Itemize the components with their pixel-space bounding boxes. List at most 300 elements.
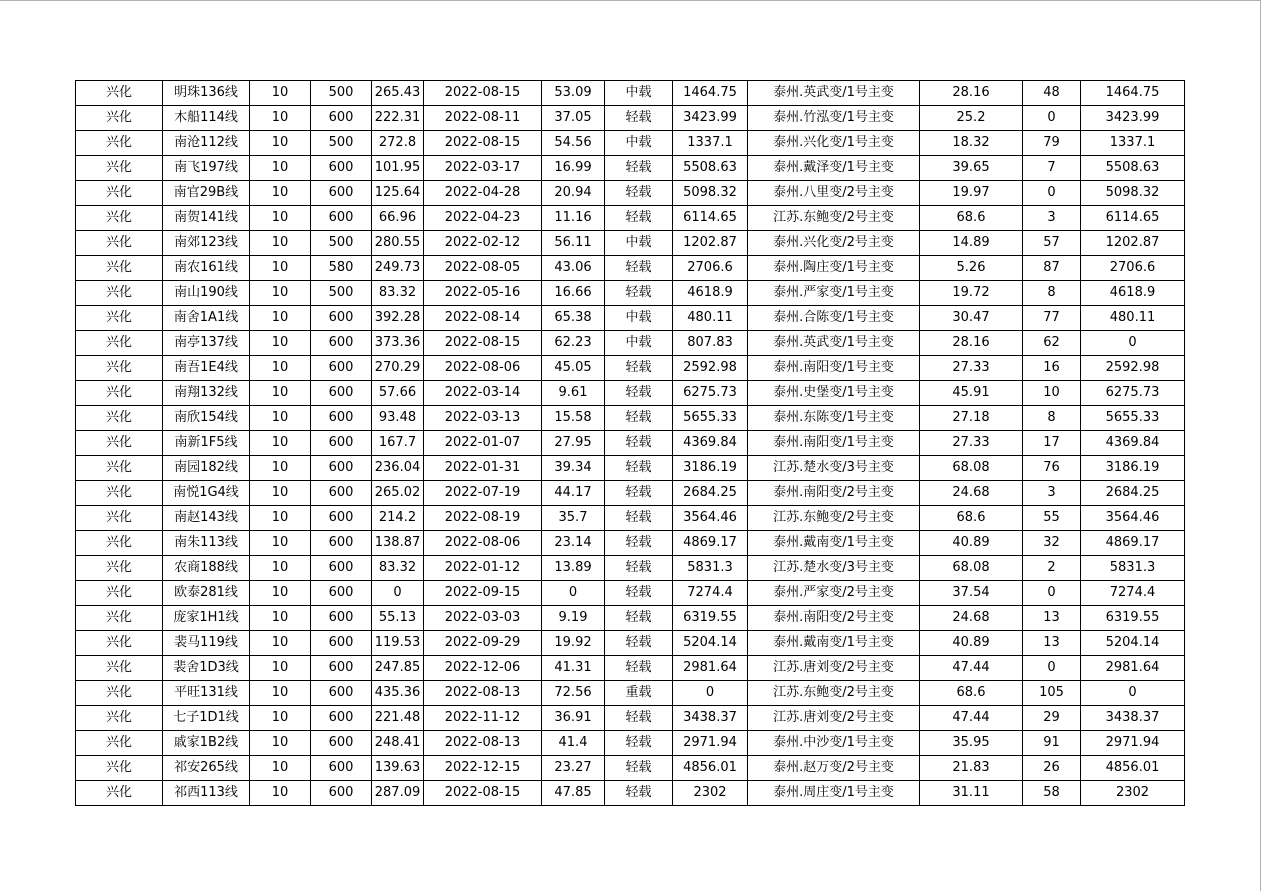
load-status-cell: 轻载 <box>605 456 673 481</box>
line-name-cell: 南朱113线 <box>163 531 250 556</box>
transformer-cell: 江苏.唐刘变/2号主变 <box>748 656 920 681</box>
count-cell: 76 <box>1023 456 1081 481</box>
transformer-rate-cell: 27.18 <box>920 406 1023 431</box>
date-cell: 2022-08-05 <box>424 256 542 281</box>
margin-cell: 4869.17 <box>673 531 748 556</box>
transformer-rate-cell: 68.6 <box>920 206 1023 231</box>
margin-cell: 2706.6 <box>673 256 748 281</box>
load-rate-cell: 11.16 <box>542 206 605 231</box>
line-name-cell: 南官29B线 <box>163 181 250 206</box>
voltage-cell: 10 <box>250 381 311 406</box>
voltage-cell: 10 <box>250 731 311 756</box>
margin-cell: 2971.94 <box>673 731 748 756</box>
rated-capacity-cell: 600 <box>311 681 372 706</box>
voltage-cell: 10 <box>250 156 311 181</box>
load-rate-cell: 47.85 <box>542 781 605 806</box>
voltage-cell: 10 <box>250 606 311 631</box>
available-capacity-cell: 4618.9 <box>1081 281 1185 306</box>
count-cell: 13 <box>1023 606 1081 631</box>
load-status-cell: 重载 <box>605 681 673 706</box>
voltage-cell: 10 <box>250 456 311 481</box>
transformer-rate-cell: 68.08 <box>920 456 1023 481</box>
date-cell: 2022-08-15 <box>424 81 542 106</box>
margin-cell: 3186.19 <box>673 456 748 481</box>
transformer-rate-cell: 28.16 <box>920 331 1023 356</box>
region-cell: 兴化 <box>76 556 163 581</box>
margin-cell: 5655.33 <box>673 406 748 431</box>
count-cell: 48 <box>1023 81 1081 106</box>
transformer-rate-cell: 19.97 <box>920 181 1023 206</box>
table-row <box>76 206 1185 231</box>
date-cell: 2022-09-29 <box>424 631 542 656</box>
count-cell: 2 <box>1023 556 1081 581</box>
available-capacity-cell: 4369.84 <box>1081 431 1185 456</box>
line-name-cell: 南沧112线 <box>163 131 250 156</box>
region-cell: 兴化 <box>76 606 163 631</box>
line-name-cell: 南飞197线 <box>163 156 250 181</box>
line-name-cell: 裴马119线 <box>163 631 250 656</box>
transformer-rate-cell: 25.2 <box>920 106 1023 131</box>
transformer-rate-cell: 37.54 <box>920 581 1023 606</box>
rated-capacity-cell: 500 <box>311 281 372 306</box>
available-capacity-cell: 4856.01 <box>1081 756 1185 781</box>
transformer-cell: 江苏.东鲍变/2号主变 <box>748 206 920 231</box>
load-value-cell: 83.32 <box>372 556 424 581</box>
date-cell: 2022-04-28 <box>424 181 542 206</box>
voltage-cell: 10 <box>250 306 311 331</box>
load-rate-cell: 65.38 <box>542 306 605 331</box>
available-capacity-cell: 5508.63 <box>1081 156 1185 181</box>
date-cell: 2022-01-12 <box>424 556 542 581</box>
date-cell: 2022-12-15 <box>424 756 542 781</box>
rated-capacity-cell: 600 <box>311 381 372 406</box>
count-cell: 58 <box>1023 781 1081 806</box>
load-status-cell: 轻载 <box>605 281 673 306</box>
region-cell: 兴化 <box>76 781 163 806</box>
region-cell: 兴化 <box>76 131 163 156</box>
voltage-cell: 10 <box>250 206 311 231</box>
load-value-cell: 249.73 <box>372 256 424 281</box>
rated-capacity-cell: 600 <box>311 306 372 331</box>
line-name-cell: 南赵143线 <box>163 506 250 531</box>
count-cell: 55 <box>1023 506 1081 531</box>
margin-cell: 3438.37 <box>673 706 748 731</box>
voltage-cell: 10 <box>250 556 311 581</box>
load-rate-cell: 43.06 <box>542 256 605 281</box>
load-value-cell: 222.31 <box>372 106 424 131</box>
margin-cell: 5831.3 <box>673 556 748 581</box>
date-cell: 2022-04-23 <box>424 206 542 231</box>
region-cell: 兴化 <box>76 256 163 281</box>
region-cell: 兴化 <box>76 231 163 256</box>
transformer-cell: 江苏.东鲍变/2号主变 <box>748 506 920 531</box>
load-value-cell: 280.55 <box>372 231 424 256</box>
count-cell: 62 <box>1023 331 1081 356</box>
count-cell: 0 <box>1023 181 1081 206</box>
rated-capacity-cell: 600 <box>311 706 372 731</box>
load-status-cell: 轻载 <box>605 156 673 181</box>
region-cell: 兴化 <box>76 356 163 381</box>
date-cell: 2022-08-14 <box>424 306 542 331</box>
transformer-cell: 泰州.南阳变/1号主变 <box>748 431 920 456</box>
date-cell: 2022-05-16 <box>424 281 542 306</box>
margin-cell: 6319.55 <box>673 606 748 631</box>
voltage-cell: 10 <box>250 581 311 606</box>
rated-capacity-cell: 600 <box>311 456 372 481</box>
transformer-cell: 泰州.周庄变/1号主变 <box>748 781 920 806</box>
voltage-cell: 10 <box>250 406 311 431</box>
rated-capacity-cell: 500 <box>311 81 372 106</box>
load-value-cell: 265.43 <box>372 81 424 106</box>
available-capacity-cell: 2981.64 <box>1081 656 1185 681</box>
rated-capacity-cell: 600 <box>311 356 372 381</box>
rated-capacity-cell: 600 <box>311 656 372 681</box>
date-cell: 2022-08-13 <box>424 731 542 756</box>
transformer-cell: 泰州.竹泓变/1号主变 <box>748 106 920 131</box>
rated-capacity-cell: 600 <box>311 181 372 206</box>
margin-cell: 1202.87 <box>673 231 748 256</box>
voltage-cell: 10 <box>250 231 311 256</box>
margin-cell: 2684.25 <box>673 481 748 506</box>
count-cell: 0 <box>1023 106 1081 131</box>
rated-capacity-cell: 600 <box>311 781 372 806</box>
transformer-cell: 泰州.戴南变/1号主变 <box>748 631 920 656</box>
voltage-cell: 10 <box>250 506 311 531</box>
load-rate-cell: 15.58 <box>542 406 605 431</box>
region-cell: 兴化 <box>76 681 163 706</box>
available-capacity-cell: 7274.4 <box>1081 581 1185 606</box>
margin-cell: 4856.01 <box>673 756 748 781</box>
margin-cell: 1464.75 <box>673 81 748 106</box>
load-rate-cell: 45.05 <box>542 356 605 381</box>
count-cell: 17 <box>1023 431 1081 456</box>
date-cell: 2022-08-15 <box>424 781 542 806</box>
count-cell: 29 <box>1023 706 1081 731</box>
load-rate-cell: 9.61 <box>542 381 605 406</box>
transformer-rate-cell: 18.32 <box>920 131 1023 156</box>
table-row <box>76 256 1185 281</box>
line-name-cell: 南吾1E4线 <box>163 356 250 381</box>
load-status-cell: 轻载 <box>605 181 673 206</box>
voltage-cell: 10 <box>250 181 311 206</box>
voltage-cell: 10 <box>250 756 311 781</box>
table-row <box>76 731 1185 756</box>
line-name-cell: 南欣154线 <box>163 406 250 431</box>
line-name-cell: 庞家1H1线 <box>163 606 250 631</box>
load-status-cell: 轻载 <box>605 581 673 606</box>
margin-cell: 2592.98 <box>673 356 748 381</box>
voltage-cell: 10 <box>250 681 311 706</box>
available-capacity-cell: 6114.65 <box>1081 206 1185 231</box>
margin-cell: 4618.9 <box>673 281 748 306</box>
region-cell: 兴化 <box>76 106 163 131</box>
table-row <box>76 456 1185 481</box>
load-rate-cell: 53.09 <box>542 81 605 106</box>
load-status-cell: 中载 <box>605 81 673 106</box>
region-cell: 兴化 <box>76 156 163 181</box>
load-value-cell: 93.48 <box>372 406 424 431</box>
line-name-cell: 七子1D1线 <box>163 706 250 731</box>
line-name-cell: 祁安265线 <box>163 756 250 781</box>
count-cell: 91 <box>1023 731 1081 756</box>
rated-capacity-cell: 600 <box>311 406 372 431</box>
load-value-cell: 247.85 <box>372 656 424 681</box>
table-row <box>76 531 1185 556</box>
transformer-cell: 泰州.英武变/1号主变 <box>748 81 920 106</box>
load-rate-cell: 35.7 <box>542 506 605 531</box>
margin-cell: 3423.99 <box>673 106 748 131</box>
voltage-cell: 10 <box>250 256 311 281</box>
count-cell: 16 <box>1023 356 1081 381</box>
voltage-cell: 10 <box>250 131 311 156</box>
available-capacity-cell: 4869.17 <box>1081 531 1185 556</box>
load-rate-cell: 20.94 <box>542 181 605 206</box>
load-status-cell: 轻载 <box>605 256 673 281</box>
table-row <box>76 406 1185 431</box>
line-name-cell: 南翔132线 <box>163 381 250 406</box>
region-cell: 兴化 <box>76 331 163 356</box>
date-cell: 2022-07-19 <box>424 481 542 506</box>
load-value-cell: 236.04 <box>372 456 424 481</box>
transformer-cell: 泰州.赵万变/2号主变 <box>748 756 920 781</box>
available-capacity-cell: 0 <box>1081 331 1185 356</box>
margin-cell: 1337.1 <box>673 131 748 156</box>
line-name-cell: 木船114线 <box>163 106 250 131</box>
load-value-cell: 248.41 <box>372 731 424 756</box>
margin-cell: 3564.46 <box>673 506 748 531</box>
date-cell: 2022-08-13 <box>424 681 542 706</box>
table-row <box>76 281 1185 306</box>
region-cell: 兴化 <box>76 181 163 206</box>
load-rate-cell: 41.4 <box>542 731 605 756</box>
load-value-cell: 0 <box>372 581 424 606</box>
table-row <box>76 81 1185 106</box>
table-row <box>76 131 1185 156</box>
load-rate-cell: 16.99 <box>542 156 605 181</box>
transformer-rate-cell: 27.33 <box>920 431 1023 456</box>
table-row <box>76 481 1185 506</box>
rated-capacity-cell: 500 <box>311 131 372 156</box>
table-row <box>76 431 1185 456</box>
margin-cell: 480.11 <box>673 306 748 331</box>
load-status-cell: 轻载 <box>605 656 673 681</box>
region-cell: 兴化 <box>76 81 163 106</box>
available-capacity-cell: 1202.87 <box>1081 231 1185 256</box>
line-name-cell: 裴舍1D3线 <box>163 656 250 681</box>
date-cell: 2022-11-12 <box>424 706 542 731</box>
table-row <box>76 756 1185 781</box>
rated-capacity-cell: 600 <box>311 731 372 756</box>
line-name-cell: 南新1F5线 <box>163 431 250 456</box>
count-cell: 0 <box>1023 656 1081 681</box>
line-name-cell: 欧泰281线 <box>163 581 250 606</box>
rated-capacity-cell: 600 <box>311 756 372 781</box>
date-cell: 2022-01-31 <box>424 456 542 481</box>
transformer-rate-cell: 31.11 <box>920 781 1023 806</box>
count-cell: 13 <box>1023 631 1081 656</box>
line-name-cell: 祁西113线 <box>163 781 250 806</box>
rated-capacity-cell: 600 <box>311 156 372 181</box>
table-row <box>76 156 1185 181</box>
transformer-rate-cell: 24.68 <box>920 606 1023 631</box>
load-value-cell: 265.02 <box>372 481 424 506</box>
date-cell: 2022-03-03 <box>424 606 542 631</box>
table-row <box>76 181 1185 206</box>
load-value-cell: 435.36 <box>372 681 424 706</box>
load-value-cell: 125.64 <box>372 181 424 206</box>
load-status-cell: 轻载 <box>605 381 673 406</box>
count-cell: 7 <box>1023 156 1081 181</box>
transformer-rate-cell: 35.95 <box>920 731 1023 756</box>
rated-capacity-cell: 580 <box>311 256 372 281</box>
load-rate-cell: 72.56 <box>542 681 605 706</box>
line-name-cell: 南悦1G4线 <box>163 481 250 506</box>
load-rate-cell: 13.89 <box>542 556 605 581</box>
load-status-cell: 轻载 <box>605 631 673 656</box>
load-status-cell: 轻载 <box>605 781 673 806</box>
transformer-rate-cell: 30.47 <box>920 306 1023 331</box>
region-cell: 兴化 <box>76 506 163 531</box>
voltage-cell: 10 <box>250 356 311 381</box>
rated-capacity-cell: 600 <box>311 106 372 131</box>
available-capacity-cell: 3423.99 <box>1081 106 1185 131</box>
load-rate-cell: 36.91 <box>542 706 605 731</box>
transformer-cell: 泰州.史堡变/1号主变 <box>748 381 920 406</box>
count-cell: 79 <box>1023 131 1081 156</box>
transformer-rate-cell: 5.26 <box>920 256 1023 281</box>
transformer-cell: 泰州.南阳变/2号主变 <box>748 606 920 631</box>
count-cell: 77 <box>1023 306 1081 331</box>
available-capacity-cell: 6275.73 <box>1081 381 1185 406</box>
available-capacity-cell: 1464.75 <box>1081 81 1185 106</box>
date-cell: 2022-01-07 <box>424 431 542 456</box>
load-status-cell: 轻载 <box>605 531 673 556</box>
available-capacity-cell: 5098.32 <box>1081 181 1185 206</box>
voltage-cell: 10 <box>250 281 311 306</box>
date-cell: 2022-08-06 <box>424 531 542 556</box>
table-row <box>76 631 1185 656</box>
transformer-cell: 泰州.兴化变/2号主变 <box>748 231 920 256</box>
rated-capacity-cell: 600 <box>311 556 372 581</box>
load-value-cell: 270.29 <box>372 356 424 381</box>
rated-capacity-cell: 600 <box>311 481 372 506</box>
line-name-cell: 戚家1B2线 <box>163 731 250 756</box>
load-value-cell: 167.7 <box>372 431 424 456</box>
load-value-cell: 66.96 <box>372 206 424 231</box>
transformer-cell: 江苏.东鲍变/2号主变 <box>748 681 920 706</box>
available-capacity-cell: 3438.37 <box>1081 706 1185 731</box>
data-table <box>75 80 1185 806</box>
available-capacity-cell: 1337.1 <box>1081 131 1185 156</box>
margin-cell: 2302 <box>673 781 748 806</box>
region-cell: 兴化 <box>76 381 163 406</box>
load-rate-cell: 62.23 <box>542 331 605 356</box>
available-capacity-cell: 5655.33 <box>1081 406 1185 431</box>
load-value-cell: 272.8 <box>372 131 424 156</box>
load-value-cell: 214.2 <box>372 506 424 531</box>
available-capacity-cell: 3186.19 <box>1081 456 1185 481</box>
available-capacity-cell: 2971.94 <box>1081 731 1185 756</box>
region-cell: 兴化 <box>76 756 163 781</box>
line-name-cell: 农商188线 <box>163 556 250 581</box>
table-row <box>76 581 1185 606</box>
margin-cell: 5204.14 <box>673 631 748 656</box>
margin-cell: 807.83 <box>673 331 748 356</box>
date-cell: 2022-12-06 <box>424 656 542 681</box>
available-capacity-cell: 480.11 <box>1081 306 1185 331</box>
load-rate-cell: 56.11 <box>542 231 605 256</box>
transformer-rate-cell: 24.68 <box>920 481 1023 506</box>
region-cell: 兴化 <box>76 206 163 231</box>
line-name-cell: 南亭137线 <box>163 331 250 356</box>
load-value-cell: 55.13 <box>372 606 424 631</box>
line-name-cell: 南郊123线 <box>163 231 250 256</box>
load-status-cell: 中载 <box>605 231 673 256</box>
rated-capacity-cell: 600 <box>311 506 372 531</box>
load-status-cell: 轻载 <box>605 481 673 506</box>
load-rate-cell: 27.95 <box>542 431 605 456</box>
date-cell: 2022-03-14 <box>424 381 542 406</box>
rated-capacity-cell: 500 <box>311 231 372 256</box>
load-rate-cell: 16.66 <box>542 281 605 306</box>
table-row <box>76 356 1185 381</box>
voltage-cell: 10 <box>250 81 311 106</box>
count-cell: 105 <box>1023 681 1081 706</box>
load-status-cell: 轻载 <box>605 506 673 531</box>
rated-capacity-cell: 600 <box>311 581 372 606</box>
load-value-cell: 57.66 <box>372 381 424 406</box>
rated-capacity-cell: 600 <box>311 206 372 231</box>
margin-cell: 0 <box>673 681 748 706</box>
date-cell: 2022-08-11 <box>424 106 542 131</box>
region-cell: 兴化 <box>76 656 163 681</box>
voltage-cell: 10 <box>250 656 311 681</box>
count-cell: 8 <box>1023 406 1081 431</box>
load-value-cell: 139.63 <box>372 756 424 781</box>
transformer-rate-cell: 47.44 <box>920 656 1023 681</box>
load-status-cell: 中载 <box>605 131 673 156</box>
rated-capacity-cell: 600 <box>311 531 372 556</box>
voltage-cell: 10 <box>250 331 311 356</box>
table-row <box>76 606 1185 631</box>
date-cell: 2022-03-13 <box>424 406 542 431</box>
available-capacity-cell: 6319.55 <box>1081 606 1185 631</box>
load-status-cell: 轻载 <box>605 731 673 756</box>
transformer-cell: 泰州.英武变/1号主变 <box>748 331 920 356</box>
table-row <box>76 781 1185 806</box>
region-cell: 兴化 <box>76 481 163 506</box>
margin-cell: 5508.63 <box>673 156 748 181</box>
load-value-cell: 287.09 <box>372 781 424 806</box>
region-cell: 兴化 <box>76 406 163 431</box>
load-value-cell: 373.36 <box>372 331 424 356</box>
margin-cell: 2981.64 <box>673 656 748 681</box>
table-row <box>76 556 1185 581</box>
transformer-cell: 泰州.严家变/1号主变 <box>748 281 920 306</box>
available-capacity-cell: 2706.6 <box>1081 256 1185 281</box>
rated-capacity-cell: 600 <box>311 631 372 656</box>
voltage-cell: 10 <box>250 431 311 456</box>
load-status-cell: 轻载 <box>605 406 673 431</box>
load-rate-cell: 54.56 <box>542 131 605 156</box>
transformer-cell: 泰州.东陈变/1号主变 <box>748 406 920 431</box>
load-rate-cell: 41.31 <box>542 656 605 681</box>
available-capacity-cell: 5831.3 <box>1081 556 1185 581</box>
line-name-cell: 南贺141线 <box>163 206 250 231</box>
load-rate-cell: 23.14 <box>542 531 605 556</box>
load-rate-cell: 0 <box>542 581 605 606</box>
margin-cell: 6275.73 <box>673 381 748 406</box>
